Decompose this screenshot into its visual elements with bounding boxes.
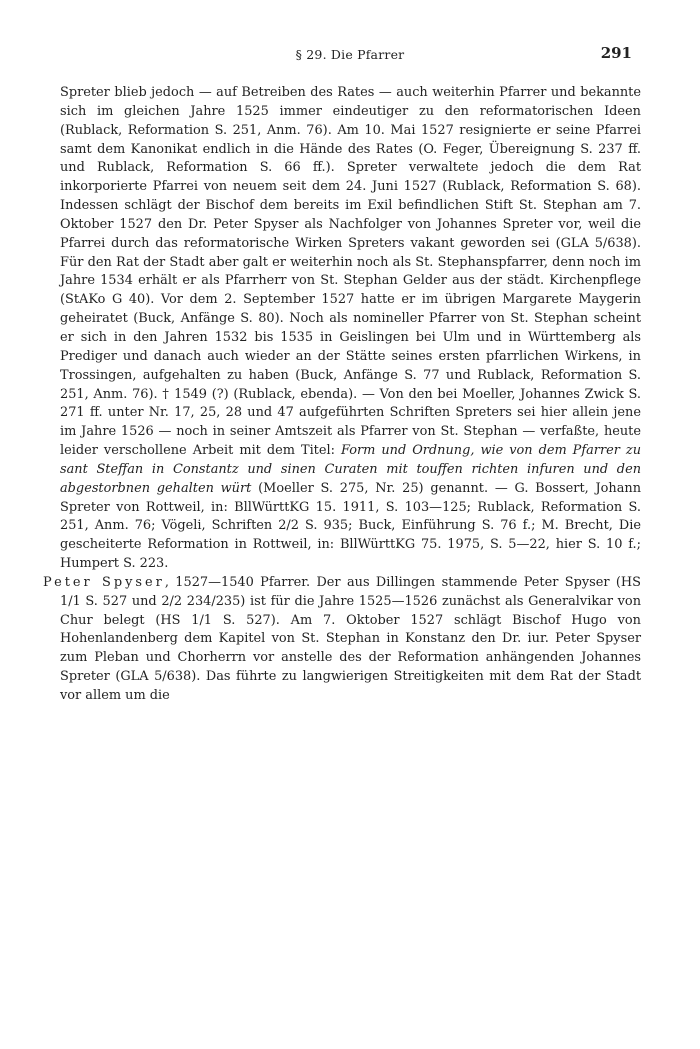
paragraph-spyser bbox=[43, 574, 642, 706]
body-text bbox=[43, 84, 642, 706]
running-head bbox=[60, 44, 640, 68]
page-number: 291 bbox=[600, 44, 632, 62]
paragraph-spreter bbox=[60, 84, 641, 574]
running-title: § 29. Die Pfarrer bbox=[295, 47, 405, 62]
text-segment: Spreter blieb jedoch — auf Betreiben des Rates — auch weiterhin Pfarrer und bekannte sich im gleichen Jahre 1525 immer eindeutiger zu den reformatorischen Ideen (Rublack, Reformation S. 251, Anm. 76). Am 10. Mai 1527 resignierte er seine Pfarrei samt dem Kanonikat endlich in die Hände des Rates (O. Feger, Übereignung S. 237 ff. und Rublack, Reformation S. 66 ff.). Spreter verwaltete jedoch die dem Rat inkorporierte Pfarrei von neuem seit dem 24. Juni 1527 (Rublack, Reformation S. 68). Indessen schlägt der Bischof dem bereits im Exil befindlichen Stift St. Stephan am 7. Oktober 1527 den Dr. Peter Spyser als Nachfolger von Johannes Spreter vor, weil die Pfarrei durch das reformatorische Wirken Spreters vakant geworden sei (GLA 5/638). Für den Rat der Stadt aber galt er weiterhin noch als St. Stephanspfarrer, denn noch im Jahre 1534 erhält er als Pfarrherr von St. Stephan Gelder aus der städt. Kirchenpflege (StAKo G 40). Vor dem 2. September 1527 hatte er im übrigen Margarete Maygerin geheiratet (Buck, Anfänge S. 80). Noch als nomineller Pfarrer von St. Stephan scheint er sich in den Jahren 1532 bis 1535 in Geislingen bei Ulm und in Württemberg als Prediger und danach auch wieder an der Stätte seines ersten pfarrlichen Wirkens, in Trossingen, aufgehalten zu haben (Buck, Anfänge S. 77 und Rublack, Reformation S. 251, Anm. 76). † 1549 (?) (Rublack, ebenda). — Von den bei Moeller, Johannes Zwick S. 271 ff. unter Nr. 17, 25, 28 und 47 aufgeführten Schriften Spreters sei hier allein jene im Jahre 1526 — noch in seiner Amtszeit als Pfarrer von St. Stephan — verfaßte, heute leider verschollene Arbeit mit dem Titel: bbox=[60, 85, 641, 459]
entry-name: Peter Spyser bbox=[43, 574, 165, 590]
italic-title: Form und Ordnung, wie von dem Pfarrer zu sant Steffan in Constantz und sinen Curaten mit touffen richten infuren und den abgestorbnen gehalten würt bbox=[60, 443, 642, 496]
text-segment: , 1527—1540 Pfarrer. Der aus Dillingen stammende Peter Spyser (HS 1/1 S. 527 und 2/2 234/235) ist für die Jahre 1525—1526 zunächst als Generalvikar von Chur belegt (HS 1/1 S. 527). Am 7. Oktober 1527 schlägt Bischof Hugo von Hohenlandenberg dem Kapitel von St. Stephan in Konstanz den Dr. iur. Peter Spyser zum Pleban und Chorherrn vor anstelle des der Reformation anhängenden Johannes Spreter (GLA 5/638). Das führte zu langwierigen Streitigkeiten mit dem Rat der Stadt vor allem um die bbox=[60, 574, 642, 703]
text-segment: (Moeller S. 275, Nr. 25) genannt. — G. Bossert, Johann Spreter von Rottweil, in: BllWürttKG 15. 1911, S. 103—125; Rublack, Reformation S. 251, Anm. 76; Vögeli, Schriften 2/2 S. 935; Buck, Einführung S. 76 f.; M. Brecht, Die gescheiterte Reformation in Rottweil, in: BllWürttKG 75. 1975, S. 5—22, hier S. 10 f.; Humpert S. 223. bbox=[60, 480, 642, 572]
